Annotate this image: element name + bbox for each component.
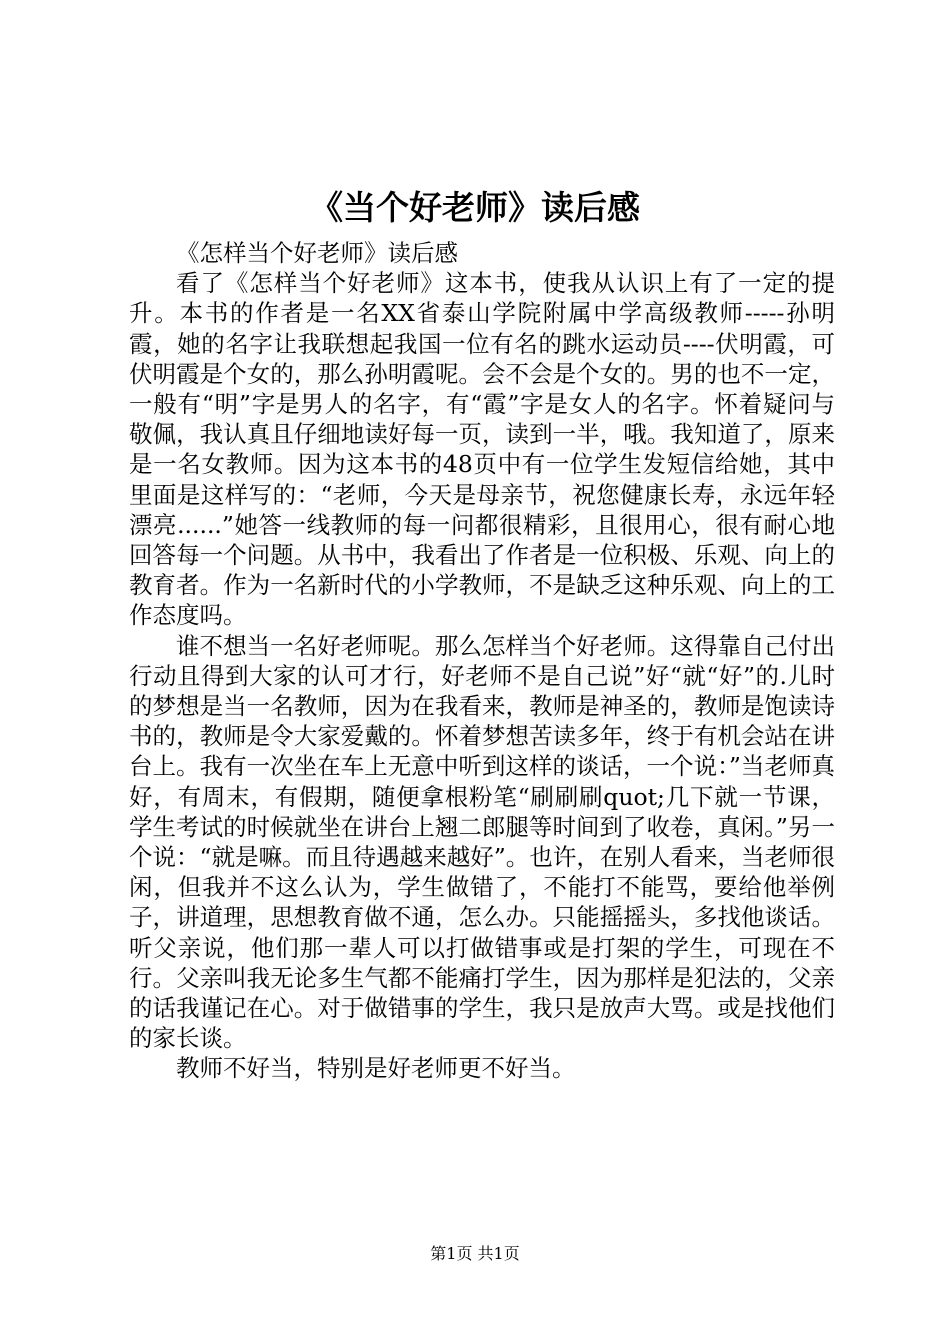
body-paragraph: 教师不好当，特别是好老师更不好当。 — [176, 1054, 576, 1083]
page-footer: 第1页 共1页 — [430, 1244, 520, 1263]
body-paragraph: 看了《怎样当个好老师》这本书，使我从认识上有了一定的提升。本书的作者是一名XX省泰山学院附属中学高级教师-----孙明霞，她的名字让我联想起我国一位有名的跳水运动员----伏明霞，可伏明霞是个女的，那么孙明霞呢。会不会是个女的。男的也不一定，一般有“明”字是男人的名字，有“霞”字是女人的名字。怀着疑问与敬佩，我认真且仔细地读好每一页，读到一半，哦。我知道了，原来是一名女教师。因为这本书的48页中有一位学生发短信给她，其中里面是这样写的：“老师，今天是母亲节，祝您健康长寿，永远年轻漂亮......”她答一线教师的每一问都很精彩，且很用心，很有耐心地回答每一个问题。从书中，我看出了作者是一位积极、乐观、向上的教育者。作为一名新时代的小学教师，不是缺乏这种乐观、向上的工作态度吗。 — [129, 269, 835, 630]
page-title: 《当个好老师》读后感 — [310, 188, 640, 227]
subtitle-paragraph: 《怎样当个好老师》读后感 — [176, 239, 458, 267]
document-body — [129, 238, 835, 1084]
body-paragraph: 谁不想当一名好老师呢。那么怎样当个好老师。这得靠自己付出行动且得到大家的认可才行，好老师不是自己说”好“就“好”的.儿时的梦想是当一名教师，因为在我看来，教师是神圣的，教师是饱读诗书的，教师是令大家爱戴的。怀着梦想苦读多年，终于有机会站在讲台上。我有一次坐在车上无意中听到这样的谈话，一个说：”当老师真好，有周末，有假期，随便拿根粉笔“刷刷刷quot;几下就一节课，学生考试的时候就坐在讲台上翘二郎腿等时间到了收卷，真闲。”另一个说：“就是嘛。而且待遇越来越好”。也许，在别人看来，当老师很闲，但我并不这么认为，学生做错了，不能打不能骂，要给他举例子，讲道理，思想教育做不通，怎么办。只能摇摇头，多找他谈话。听父亲说，他们那一辈人可以打做错事或是打架的学生，可现在不行。父亲叫我无论多生气都不能痛打学生，因为那样是犯法的，父亲的话我谨记在心。对于做错事的学生，我只是放声大骂。或是找他们的家长谈。 — [129, 631, 835, 1053]
